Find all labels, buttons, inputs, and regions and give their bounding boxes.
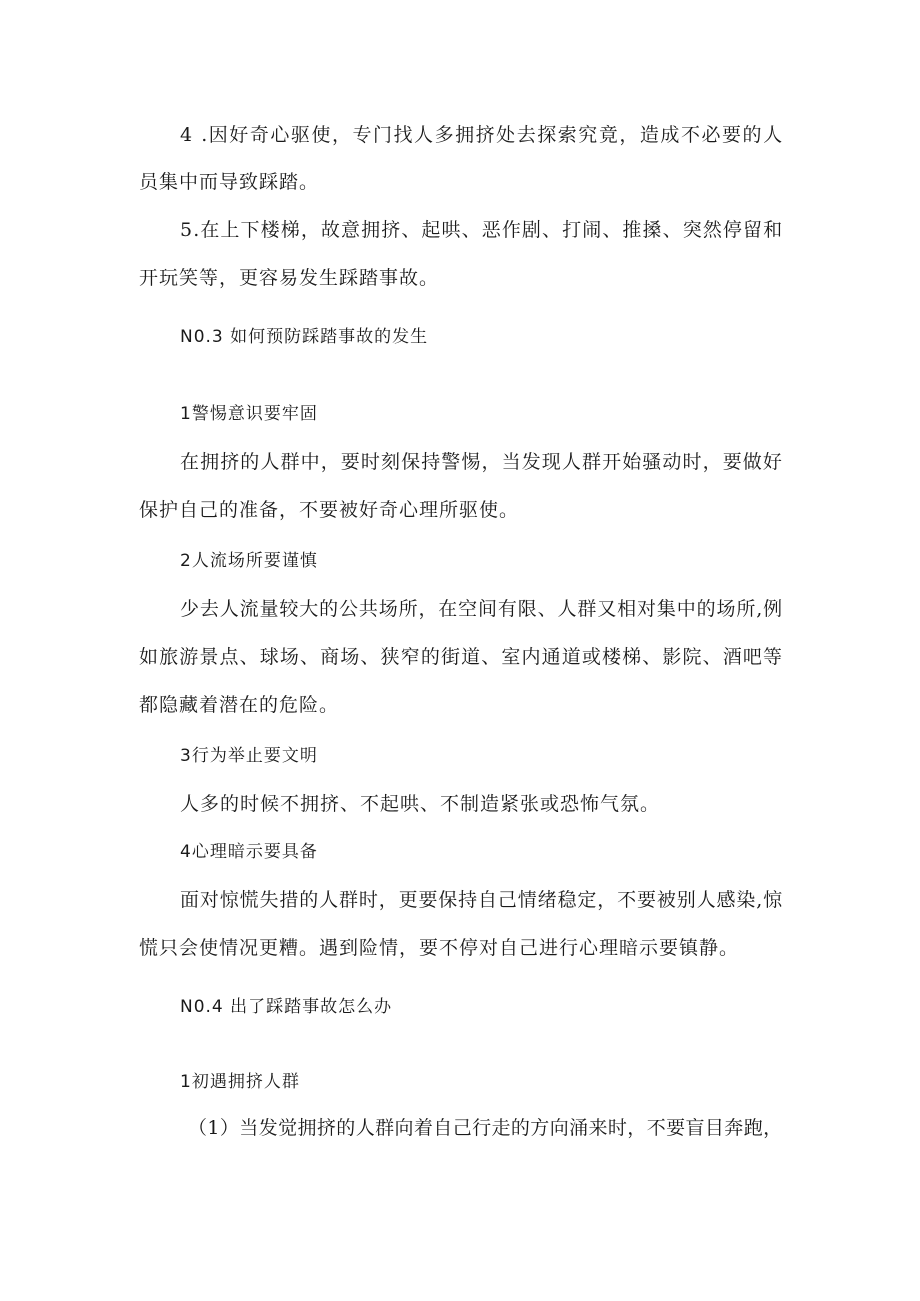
crowded-places-text-line-3: 都隐藏着潜在的危险。: [139, 694, 340, 716]
subheading-alertness: 1警惕意识要牢固: [180, 404, 318, 424]
alertness-text-line-1: 在拥挤的人群中，要时刻保持警惕，当发现人群开始骚动时，要做好: [180, 451, 784, 473]
crowded-places-text-line-2: 如旅游景点、球场、商场、狭窄的街道、室内通道或楼梯、影院、酒吧等: [139, 646, 784, 668]
paragraph-1-line-1: 4 .因好奇心驱使，专门找人多拥挤处去探索究竟，造成不必要的人: [180, 124, 784, 146]
initial-encounter-text-line-1: （1）当发觉拥挤的人群向着自己行走的方向涌来时，不要盲目奔跑，: [188, 1117, 783, 1139]
paragraph-1-line-2: 员集中而导致踩踏。: [139, 171, 320, 193]
subheading-behavior: 3行为举止要文明: [180, 746, 318, 766]
paragraph-2-line-1: 5.在上下楼梯，故意拥挤、起哄、恶作剧、打闹、推搡、突然停留和: [180, 219, 784, 241]
behavior-text-line-1: 人多的时候不拥挤、不起哄、不制造紧张或恐怖气氛。: [180, 793, 661, 815]
crowded-places-text-line-1: 少去人流量较大的公共场所，在空间有限、人群又相对集中的场所,例: [180, 598, 784, 620]
section-heading-no3: N0.3 如何预防踩踏事故的发生: [180, 327, 429, 347]
subheading-self-suggestion: 4心理暗示要具备: [180, 842, 318, 862]
subheading-initial-encounter: 1初遇拥挤人群: [180, 1072, 300, 1092]
subheading-crowded-places: 2人流场所要谨慎: [180, 551, 318, 571]
self-suggestion-text-line-1: 面对惊慌失措的人群时，更要保持自己情绪稳定，不要被别人感染,惊: [180, 889, 784, 911]
self-suggestion-text-line-2: 慌只会使情况更糟。遇到险情，要不停对自己进行心理暗示要镇静。: [139, 937, 740, 959]
section-heading-no4: N0.4 出了踩踏事故怎么办: [180, 997, 393, 1017]
paragraph-2-line-2: 开玩笑等，更容易发生踩踏事故。: [139, 267, 440, 289]
alertness-text-line-2: 保护自己的准备，不要被好奇心理所驱使。: [139, 499, 520, 521]
